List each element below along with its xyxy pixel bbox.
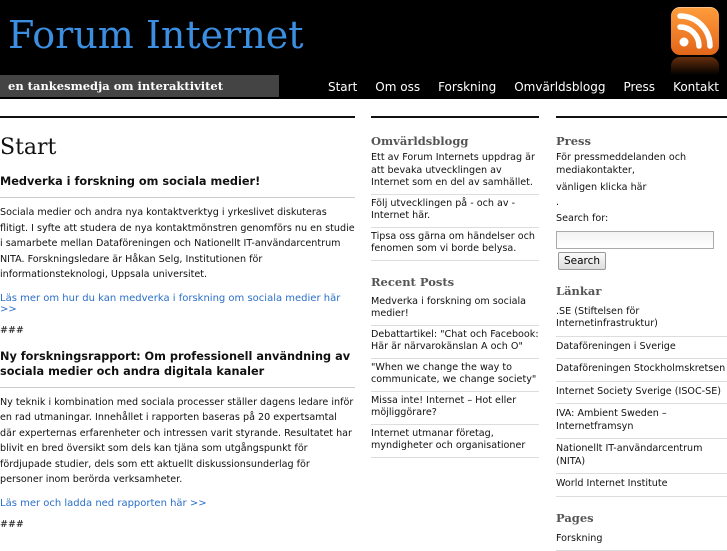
link-item[interactable]: Dataföreningen Stockholmskretsen [556, 359, 727, 382]
site-header [0, 0, 727, 75]
divider [371, 116, 539, 118]
page-title: Start [0, 135, 355, 161]
link-item[interactable]: World Internet Institute [556, 474, 727, 497]
post-separator-text: ### [0, 519, 355, 530]
nav-item-om-oss[interactable]: Om oss [375, 75, 420, 99]
widget-title-press: Press [556, 134, 727, 148]
nav-item-omvarldsblogg[interactable]: Omvärldsblogg [514, 75, 605, 99]
link-item[interactable]: Dataföreningen i Sverige [556, 337, 727, 360]
post-title[interactable]: Ny forskningsrapport: Om professionell användning av sociala medier och andra digitala kanaler [0, 349, 355, 379]
page-link[interactable]: Forskning [556, 529, 727, 551]
tagline: en tankesmedja om interaktivitet [0, 75, 279, 97]
link-item[interactable]: .SE (Stiftelsen för Internetinfrastruktur) [556, 302, 727, 337]
rss-feed-icon[interactable] [671, 7, 719, 55]
press-text: För pressmeddelanden och mediakontakter, [556, 152, 727, 178]
post-body: Ny teknik i kombination med sociala processer ställer dagens ledare inför en rad utmaningar. Innehållet i rapporten baseras på 20 expertsamtal där experternas erfarenheter och intressen varit styrande. Resultatet har blivit en bred översikt som dels kan tjäna som utgångspunkt för fördjupade studier, dels som ett aktuellt diskussionsunderlag för personer inom berörda verksamheter. [0, 395, 355, 488]
post-title[interactable]: Medverka i forskning om sociala medier! [0, 174, 355, 189]
post-separator-text: ### [0, 325, 355, 336]
divider [556, 116, 727, 118]
search-label: Search for: [556, 212, 727, 227]
link-item[interactable]: Nationellt IT-användarcentrum (NITA) [556, 439, 727, 474]
nav-item-start[interactable]: Start [328, 75, 357, 99]
search-button[interactable]: Search [558, 252, 606, 270]
main-nav [328, 75, 719, 99]
widget-title-lankar: Länkar [556, 284, 727, 298]
sidebar-right [556, 116, 727, 551]
divider [0, 387, 355, 388]
post-body: Sociala medier och andra nya kontaktverktyg i yrkeslivet diskuteras flitigt. I syfte att studera de nya kontaktmönstren genomförs nu en studie i samarbete mellan Dataföreningen och Nationellt IT-användarcentrum NITA. Forskningsledare är Håkan Selg, Institutionen för informationsteknologi, Uppsala universitet. [0, 205, 355, 283]
read-more-link[interactable]: Läs mer och ladda ned rapporten här >> [0, 498, 355, 509]
sidebar-middle [371, 116, 539, 458]
main-content [0, 116, 355, 530]
post [0, 349, 355, 530]
recent-post-link[interactable]: Debattartikel: "Chat och Facebook: Här är närvarokänslan A och O" [371, 326, 539, 359]
recent-post-link[interactable]: "When we change the way to communicate, we change society" [371, 359, 539, 392]
nav-item-press[interactable]: Press [623, 75, 655, 99]
widget-title-pages: Pages [556, 511, 727, 525]
press-period: . [556, 196, 727, 211]
blog-text: Tipsa oss gärna om händelser och fenomen som vi borde belysa. [371, 228, 539, 261]
blog-text: Ett av Forum Internets uppdrag är att bevaka utvecklingen av Internet som en del av samhället. [371, 152, 539, 195]
link-item[interactable]: IVA: Ambient Sweden – Internetframsyn [556, 404, 727, 439]
nav-item-kontakt[interactable]: Kontakt [673, 75, 719, 99]
press-link[interactable]: vänligen klicka här [556, 181, 727, 196]
site-title[interactable]: Forum Internet [8, 13, 304, 57]
divider [0, 116, 355, 118]
rss-reflection [671, 57, 719, 75]
widget-title-omvarldsblogg: Omvärldsblogg [371, 134, 539, 148]
blog-text: Följ utvecklingen på - och av - Internet här. [371, 195, 539, 228]
recent-post-link[interactable]: Medverka i forskning om sociala medier! [371, 293, 539, 326]
post [0, 174, 355, 336]
read-more-link[interactable]: Läs mer om hur du kan medverka i forskning om sociala medier här >> [0, 293, 355, 315]
nav-item-forskning[interactable]: Forskning [438, 75, 496, 99]
search-input[interactable] [556, 231, 714, 249]
divider [0, 197, 355, 198]
nav-bar [0, 75, 727, 99]
recent-post-link[interactable]: Internet utmanar företag, myndigheter och organisationer [371, 425, 539, 458]
recent-post-link[interactable]: Missa inte! Internet – Hot eller möjliggörare? [371, 392, 539, 425]
link-item[interactable]: Internet Society Sverige (ISOC-SE) [556, 382, 727, 405]
widget-title-recent-posts: Recent Posts [371, 275, 539, 289]
